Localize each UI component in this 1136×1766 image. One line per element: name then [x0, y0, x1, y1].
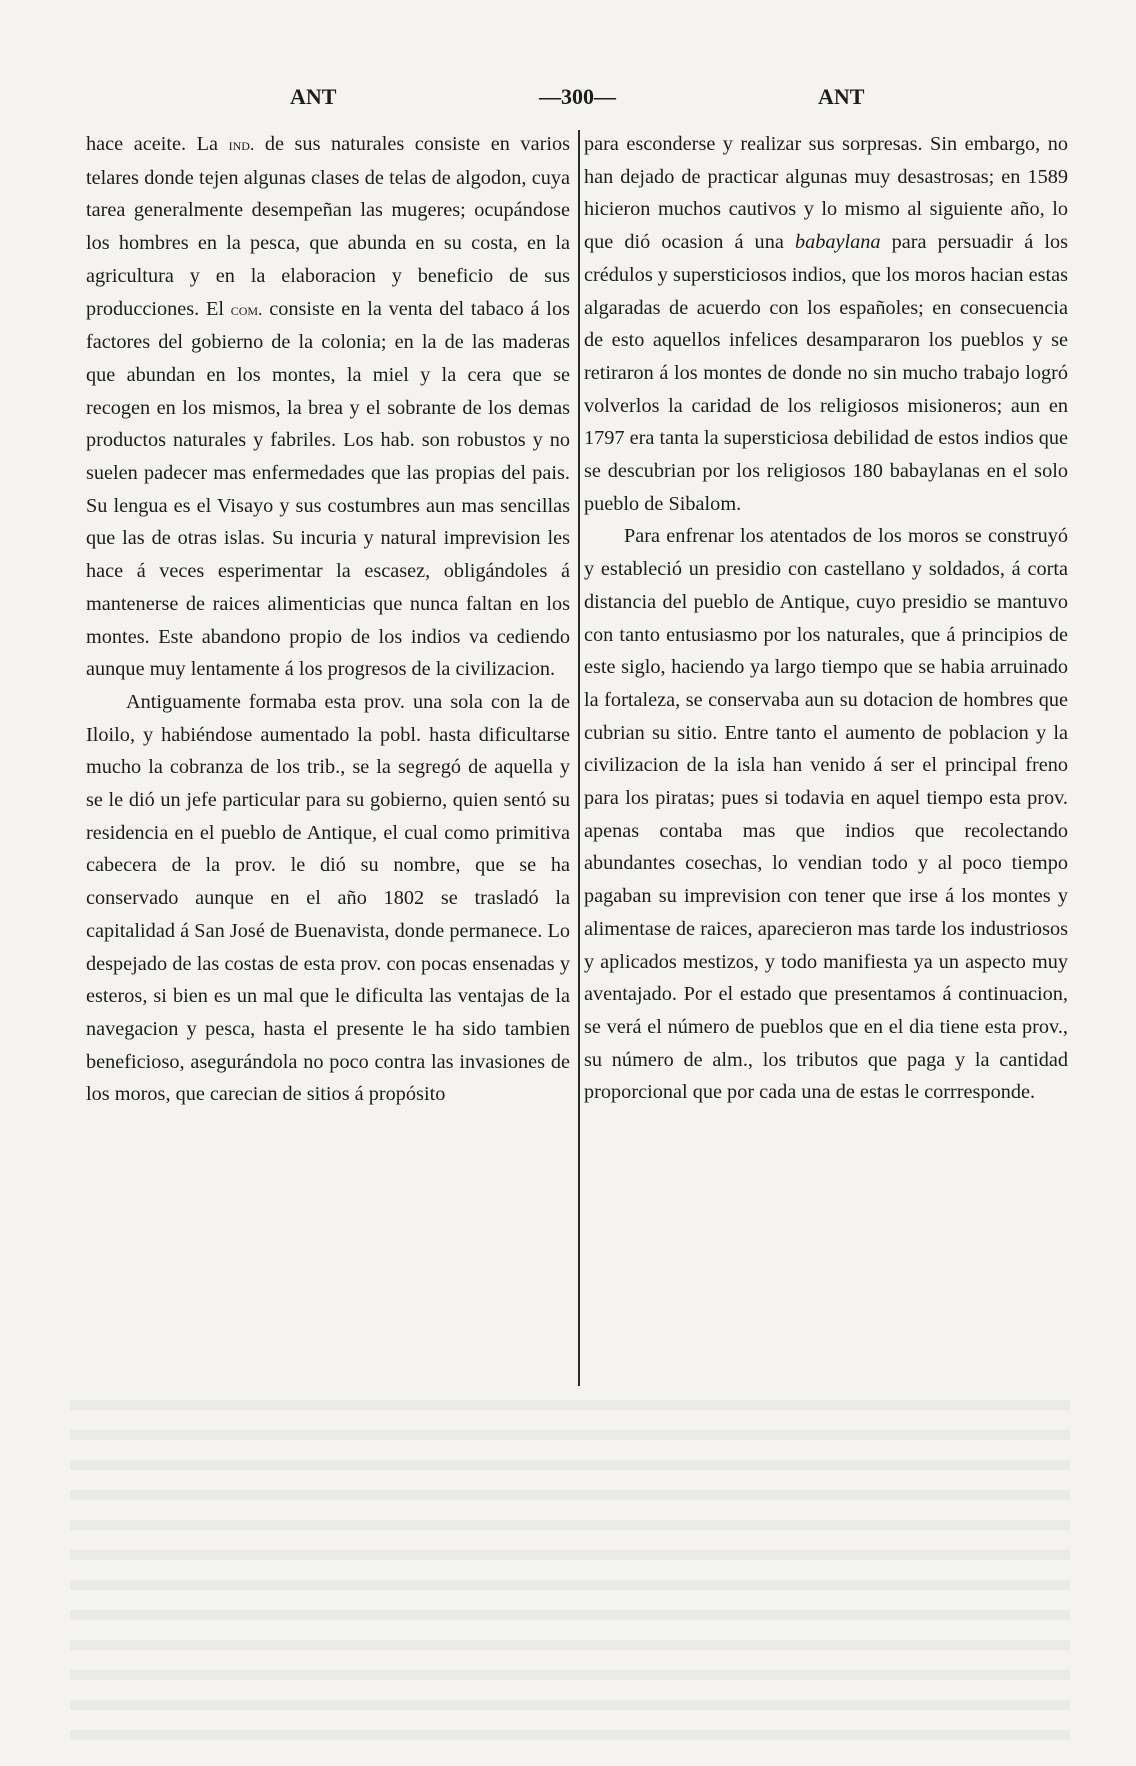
text-run: para persuadir á los crédulos y supersticiosos indios, que los moros hacian estas algaradas de acuerdo con los españoles; en consecuencia de esto aquellos infelices desampararon los pueblos y se retiraron á los montes de donde no sin mucho trabajo logró volverlos la caridad de los religiosos misioneros; aun en 1797 era tanta la supersticiosa debilidad de estos indios que se descubrian por los religiosos 180 babaylanas en el solo pueblo de Sibalom.: [584, 231, 1068, 515]
right-column: [584, 128, 1068, 1109]
left-column: [86, 128, 570, 1111]
bleed-through-area: [70, 1380, 1070, 1740]
text-run: de sus naturales consiste en varios telares donde tejen algunas clases de telas de algodon, cuya tarea generalmente desempeñan las mugeres; ocupándose los hombres en la pesca, que abunda en su costa, en la agricultura y en la elaboracion y beneficio de sus producciones. El: [86, 133, 570, 320]
text-run: para esconderse y realizar sus sorpresas. Sin embargo, no han dejado de practicar algunas muy desastrosas; en 1589 hicieron muchos cautivos y lo mismo al siguiente año, lo que dió ocasion á una: [584, 133, 1068, 254]
text-run: hace aceite. La: [86, 133, 229, 155]
header-right: ANT: [818, 84, 865, 109]
column-divider: [578, 130, 580, 1386]
right-paragraph-2: Para enfrenar los atentados de los moros se construyó y estableció un presidio con castellano y soldados, á corta distancia del pueblo de Antique, cuyo presidio se mantuvo con tanto entusiasmo por los naturales, que á principios de este siglo, haciendo ya largo tiempo que se habia arruinado la fortaleza, se conservaba aun su dotacion de hombres que cubrian su sitio. Entre tanto el aumento de poblacion y la civilizacion de la isla han venido á ser el principal freno para los piratas; pues si todavia en aquel tiempo esta prov. apenas contaba mas que indios que recolectando abundantes cosechas, lo vendian todo y al poco tiempo pagaban su imprevision con tener que irse á los montes y alimentase de raices, aparecieron mas tarde los industriosos y aplicados mestizos, y todo manifiesta ya un aspecto muy aventajado. Por el estado que presentamos á continuacion, se verá el número de pueblos que en el dia tiene esta prov., su número de alm., los tributos que paga y la cantidad proporcional que por cada una de estas le corrresponde.: [584, 525, 1068, 1104]
abbr-ind: ind.: [228, 135, 255, 154]
abbr-com: com.: [230, 299, 263, 319]
running-head: [0, 84, 1136, 114]
header-left: ANT: [290, 84, 337, 109]
italic-term: babaylana: [794, 231, 881, 254]
text-run: consiste en la venta del tabaco á los factores del gobierno de la colonia; en la de las maderas que abundan en los montes, la miel y la cera que se recogen en los mismos, la brea y el sobrante de los demas productos naturales y fabriles. Los hab. son robustos y no suelen padecer mas enfermedades que las propias del pais. Su lengua es el Visayo y sus costumbres aun mas sencillas que las de otras islas. Su incuria y natural imprevision les hace á veces esperimentar la escasez, obligándoles á mantenerse de raices alimenticias que nunca faltan en los montes. Este abandono propio de los indios va cediendo aunque muy lentamente á los progresos de la civilizacion.: [86, 297, 570, 681]
page-number: —300—: [539, 84, 616, 109]
left-paragraph-2: Antiguamente formaba esta prov. una sola con la de Iloilo, y habiéndose aumentado la pobl. hasta dificultarse mucho la cobranza de los trib., se la segregó de aquella y se le dió un jefe particular para su gobierno, quien sentó su residencia en el pueblo de Antique, el cual como primitiva cabecera de la prov. le dió su nombre, que se ha conservado aunque en el año 1802 se trasladó la capitalidad á San José de Buenavista, donde permanece. Lo despejado de las costas de esta prov. con pocas ensenadas y esteros, si bien es un mal que le dificulta las ventajas de la navegacion y pesca, hasta el presente le ha sido tambien beneficioso, asegurándola no poco contra las invasiones de los moros, que carecian de sitios á propósito: [86, 690, 570, 1106]
right-paragraph-1: [584, 128, 1068, 520]
left-paragraph-1: [86, 128, 570, 686]
